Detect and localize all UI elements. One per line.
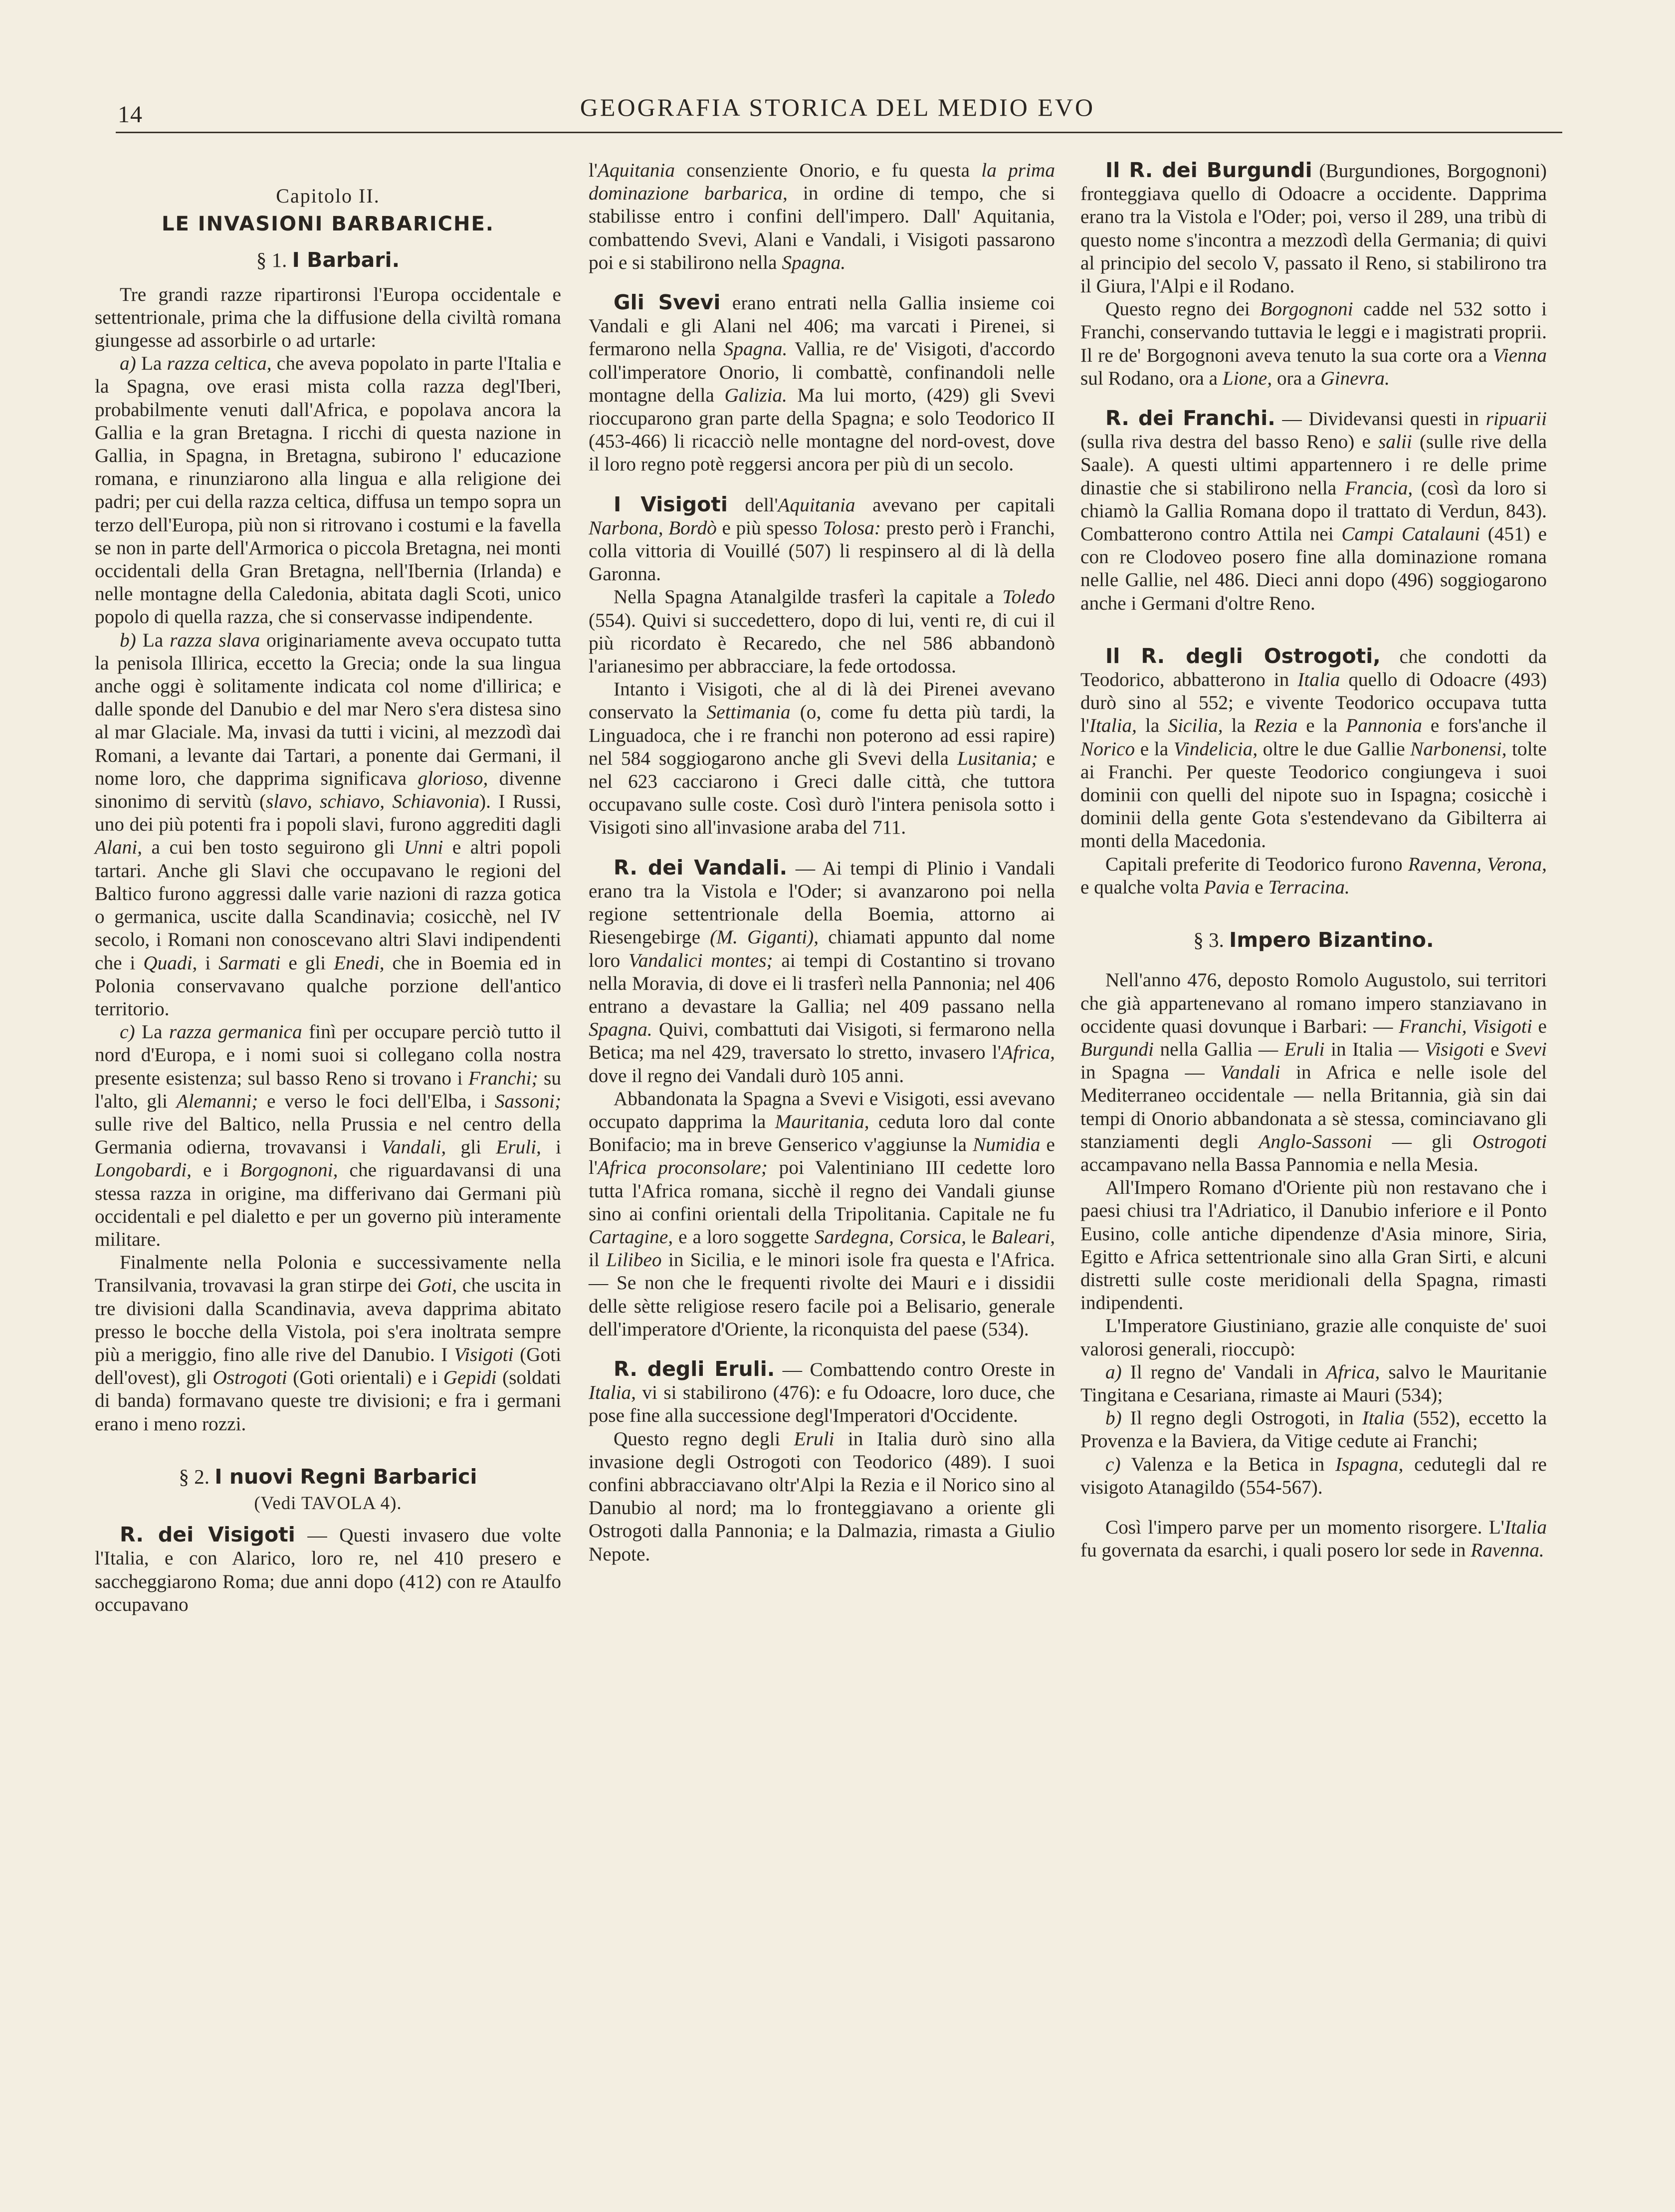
text: — Ai tempi di Plinio i Vandali erano tra la Vistola e l'Oder; si avanzarono poi nella regione settentrionale della Boemia, attorno ai Riesengebirge <box>589 857 1055 948</box>
text: su l'alto, gli <box>95 1067 561 1112</box>
section-title: Impero Bizantino. <box>1229 928 1434 952</box>
paragraph <box>95 1523 561 1616</box>
emphasis: Campi Catalauni <box>1341 523 1480 545</box>
emphasis: Italia, <box>1089 714 1137 737</box>
emphasis: Pavia <box>1204 876 1250 898</box>
list-label: a) <box>1105 1360 1122 1383</box>
emphasis: ripuarii <box>1485 408 1547 430</box>
section-heading-3 <box>1080 928 1547 951</box>
paragraph <box>95 629 561 1020</box>
text: e verso le foci dell'Elba, i <box>267 1090 486 1112</box>
emphasis: Borgognoni <box>1260 298 1353 320</box>
text: accampavano nella Bassa Pannomia e nella Mesia. <box>1080 1153 1478 1175</box>
emphasis: salii <box>1378 431 1412 453</box>
emphasis: Mauritania, <box>775 1110 869 1132</box>
subheading: Gli Svevi <box>614 290 721 315</box>
text: divenne sinonimo di servitù ( <box>95 767 562 813</box>
emphasis: glorioso, <box>418 767 488 789</box>
paragraph <box>589 1357 1055 1427</box>
text: erano entrati nella Gallia insieme coi Vandali e gli Alani nel 406; ma varcati i Pirenei, si fermarono nella <box>589 292 1055 360</box>
section-number: § 1. <box>256 248 287 272</box>
emphasis: Spagna. <box>782 251 846 273</box>
paragraph <box>589 677 1055 839</box>
column-middle <box>589 159 1055 1565</box>
emphasis: Spagna. <box>589 1018 652 1041</box>
paragraph <box>589 159 1055 274</box>
text: e <box>1490 1038 1499 1060</box>
text: Quivi, combattuti dai Visigoti, si fermarono nella Betica; ma nel 429, traversato lo stretto, invasero l' <box>589 1018 1055 1064</box>
emphasis: Spagna. <box>723 338 788 360</box>
text: (Goti dell'ovest), gli <box>95 1343 562 1389</box>
emphasis: Terracina. <box>1268 876 1350 898</box>
emphasis: Ravenna, Verona, <box>1408 853 1547 875</box>
text: e l' <box>589 1133 1055 1179</box>
section-number: § 3. <box>1193 928 1224 952</box>
text: in Italia durò sino alla invasione degli Ostrogoti con Teodorico (489). I suoi confini abbracciavano oltr'Alpi la Rezia e il Norico sino al Danubio al nord; ma lo fronteggiavano a oriente gli Ostrogoti dalla Pannonia; e la Dalmazia, rimasta a Giulio Nepote. <box>589 1427 1055 1565</box>
emphasis: Unni <box>404 836 443 859</box>
text: e nel 623 cacciarono i Greci dalle città, che tuttora occupavano sulle coste. Così durò l'intera penisola sotto i Visigoti sino all'invasione araba del 711. <box>589 747 1055 839</box>
text: e altri popoli tartari. Anche gli Slavi che occupavano le regioni del Baltico furono aggressi dalle varie nazioni di razza gotica o germanica, uscite dalla Scandinavia; cosicchè, nel IV secolo, i Romani non conoscevano altri Slavi indipendenti che i <box>95 836 562 974</box>
emphasis: Visigoti <box>1425 1038 1484 1060</box>
text: La <box>141 352 162 375</box>
text: a cui ben tosto seguirono gli <box>151 836 395 859</box>
emphasis: Rezia <box>1254 714 1298 737</box>
emphasis: Ispagna, <box>1335 1453 1404 1475</box>
text: Questo regno dei <box>1105 298 1250 320</box>
list-label: b) <box>1105 1407 1122 1429</box>
subheading: R. degli Eruli. <box>614 1356 775 1381</box>
emphasis: Franchi; <box>468 1067 538 1089</box>
section-heading-2 <box>95 1465 561 1488</box>
text: (sulla riva destra del basso Reno) e <box>1080 431 1371 453</box>
paragraph: L'Imperatore Giustiniano, grazie alle conquiste de' suoi valorosi generali, rioccupò: <box>1080 1315 1547 1360</box>
text: Capitali preferite di Teodorico furono <box>1105 853 1403 875</box>
text: e la <box>1140 737 1169 760</box>
emphasis: Vandalici montes; <box>628 949 773 971</box>
text: ora a <box>1277 367 1316 389</box>
subheading: Il R. dei Burgundi <box>1105 158 1312 182</box>
text: salvo le Mauritanie Tingitana e Cesariana, rimaste ai Mauri (534); <box>1080 1360 1547 1406</box>
emphasis: la prima dominazione barbarica, <box>589 159 1055 205</box>
text: ). I Russi, uno dei più potenti fra i popoli slavi, furono aggrediti dagli <box>95 790 561 836</box>
emphasis: Galizia. <box>724 384 787 406</box>
paragraph <box>1080 159 1547 297</box>
emphasis: Italia <box>1362 1407 1405 1429</box>
section-note: (Vedi TAVOLA 4). <box>254 1493 402 1514</box>
paragraph: All'Impero Romano d'Oriente più non restavano che i paesi chiusi tra l'Adriatico, il Danubio inferiore e il Ponto Eusino, colle antiche dipendenze d'Asia minore, Siria, Egitto e Africa settentrionale sino alla Gran Sirti, e alcuni distretti sulle coste meridionali della Spagna, rimasti indipendenti. <box>1080 1176 1547 1314</box>
text: Ma lui morto, (429) gli Svevi rioccuparono gran parte della Spagna; e solo Teodorico II (453-466) li ricacciò nelle montagne del nord-ovest, dove il loro regno potè reggersi ancora per più di un secolo. <box>589 384 1055 475</box>
emphasis: Africa, <box>1326 1360 1380 1383</box>
emphasis: razza slava <box>170 629 260 651</box>
emphasis: Aquitania <box>778 493 855 516</box>
text: Nell'anno 476, deposto Romolo Augustolo, sui territori che già appartenevano al romano impero stanziavano in occidente quasi dovunque i Barbari: — <box>1080 969 1547 1037</box>
text: (554). Quivi si succedettero, dopo di lui, venti re, di cui il più ricordato è Recaredo, che nel 586 abbandonò l'arianesimo per abbracciare, la fede ortodossa. <box>589 609 1055 677</box>
emphasis: Africa proconsolare; <box>598 1156 768 1179</box>
emphasis: Tolosa: <box>823 516 881 539</box>
text: — Dividevansi questi in <box>1282 408 1479 430</box>
text: ceduta loro dal conte Bonifacio; ma in breve Genserico v'aggiunse la <box>589 1110 1055 1156</box>
text: ai tempi di Costantino si trovano nella Moravia, di dove ei li trasferì nella Pannonia; nel 406 entrano a devastare la Gallia; nel 409 passano nella <box>589 949 1055 1017</box>
emphasis: slavo, schiavo, Schiavonia <box>266 790 480 813</box>
text: (Goti orientali) e i <box>293 1366 438 1389</box>
paragraph <box>1080 297 1547 390</box>
text: (sulle rive della Saale). A questi ultimi appartennero i re delle prime dinastie che si stabilirono nella <box>1080 431 1547 499</box>
emphasis: Francia, <box>1344 476 1413 499</box>
paragraph <box>95 1020 561 1251</box>
emphasis: Norico <box>1080 737 1135 760</box>
emphasis: Franchi, Visigoti <box>1399 1015 1532 1037</box>
emphasis: Settimania <box>706 701 791 723</box>
emphasis: Goti, <box>417 1274 457 1297</box>
text: tolte ai Franchi. Per queste Teodorico congiungeva i suoi dominii con quelli del nipote suo in Ispagna; cosicchè i dominii della gente Gota s'estendevano da Gibilterra ai monti della Macedonia. <box>1080 737 1547 852</box>
subheading: R. dei Vandali. <box>614 855 788 880</box>
text: nella Gallia — <box>1160 1038 1278 1060</box>
text: che riguardavansi di una stessa razza in origine, ma differivano dai Germani più occidentali e pel dialetto e per un governo più interamente militare. <box>95 1159 562 1250</box>
emphasis: razza celtica, <box>167 352 272 375</box>
text: (451) e con re Clodoveo posero fine alla dominazione romana nelle Gallie, nel 486. Dieci anni dopo (496) soggiogarono anche i Germani d'oltre Reno. <box>1080 523 1547 614</box>
text: che aveva popolato in parte l'Italia e la Spagna, ove erasi mista colla razza degl'Iberi, probabilmente venuti dall'Africa, e popolava ancora la Gallia e la gran Bretagna. I ricchi di questa nazione in Gallia, in Spagna, in Bretagna, subirono l' educazione romana, e rinunziarono alla lingua e alla religione dei padri; per cui della razza celtica, diffusa un tempo sopra un terzo dell'Europa, più non si ritrovano i costumi e la favella se non in parte dell'Armorica o piccola Bretagna, nei monti occidentali della Gran Bretagna, nell'Ibernia (Irlanda) e nelle montagne della Caledonia, abitata dagli Scoti, unico popolo di quella razza, che si conservasse indipendente. <box>95 352 561 628</box>
text: Nella Spagna Atanalgilde trasferì la capitale a <box>614 586 994 608</box>
list-label: a) <box>120 352 136 375</box>
text: la <box>1231 714 1246 737</box>
emphasis: Alemanni; <box>176 1090 258 1112</box>
text: Valenza e la Betica in <box>1131 1453 1325 1475</box>
text: i <box>205 951 211 974</box>
text: e più spesso <box>722 516 818 539</box>
emphasis: Italia <box>1297 668 1340 691</box>
subheading: I Visigoti <box>614 492 728 516</box>
emphasis: Narbonensi, <box>1410 737 1507 760</box>
text: chiamati appunto dal nome loro <box>589 926 1055 971</box>
paragraph <box>1080 1453 1547 1499</box>
emphasis: Eruli <box>1284 1038 1325 1060</box>
emphasis: Numidia <box>973 1133 1041 1156</box>
emphasis: Alani, <box>95 836 142 859</box>
text: avevano per capitali <box>872 493 1055 516</box>
text: e fors'anche il <box>1430 714 1547 737</box>
column-right <box>1080 159 1547 1561</box>
chapter-title: LE INVASIONI BARBARICHE. <box>161 213 494 236</box>
text: e la <box>1306 714 1338 737</box>
page-number: 14 <box>118 101 143 128</box>
text: Così l'impero parve per un momento risorgere. L' <box>1105 1516 1504 1538</box>
emphasis: Sicilia, <box>1168 714 1223 737</box>
emphasis: Lilibeo <box>606 1249 662 1271</box>
emphasis: Lione, <box>1222 367 1272 389</box>
text: finì per occupare perciò tutto il nord d'Europa, e i nomi suoi si collegano colla nostra presente esistenza; sul basso Reno si trovano i <box>95 1021 562 1089</box>
text: dell' <box>745 493 778 516</box>
text: Intanto i Visigoti, che al di là dei Pirenei avevano conservato la <box>589 678 1055 723</box>
emphasis: Lusitania; <box>957 747 1038 769</box>
text: La <box>142 1021 163 1043</box>
emphasis: Vandali <box>1220 1061 1280 1084</box>
text: Vallia, re de' Visigoti, d'accordo coll'imperatore Onorio, li combattè, confinandoli nelle montagne della <box>589 338 1055 406</box>
text: sulle rive del Baltico, nella Prussia e nel centro della Germania odierna, trovavansi i <box>95 1112 561 1158</box>
text: — Combattendo contro Oreste in <box>782 1358 1055 1380</box>
text: Il regno degli Ostrogoti, in <box>1130 1407 1354 1429</box>
text: le <box>972 1225 986 1248</box>
emphasis: Enedi, <box>334 951 385 974</box>
text: fu governata da esarchi, i quali posero lor sede in <box>1080 1539 1466 1561</box>
paragraph <box>589 1427 1055 1565</box>
emphasis: Baleari, <box>991 1225 1055 1248</box>
emphasis: Narbona, Bordò <box>589 516 717 539</box>
paragraph: Tre grandi razze ripartironsi l'Europa occidentale e settentrionale, prima che la diffusione della civiltà romana giungesse ad assorbirle o ad urtarle: <box>95 283 561 352</box>
emphasis: Burgundi <box>1080 1038 1154 1060</box>
chapter-heading: Capitolo II. <box>276 185 380 207</box>
emphasis: Eruli, <box>496 1136 541 1158</box>
text: — gli <box>1392 1130 1453 1152</box>
emphasis: Sarmati <box>218 951 281 974</box>
subheading: R. dei Visigoti <box>120 1523 295 1547</box>
header-rule <box>116 132 1562 133</box>
emphasis: Italia, <box>589 1381 636 1404</box>
text: e <box>1538 1015 1547 1037</box>
text: quello di Odoacre (493) durò sino al 552; e vivente Teodorico occupava tutta l' <box>1080 668 1547 737</box>
text: vi si stabilirono (476): e fu Odoacre, loro duce, che pose fine alla successione degl'Imperatori d'Occidente. <box>589 1381 1055 1427</box>
running-title: GEOGRAFIA STORICA DEL MEDIO EVO <box>580 93 1095 121</box>
list-label: b) <box>120 629 136 651</box>
paragraph <box>589 585 1055 677</box>
list-label: c) <box>120 1021 135 1043</box>
text: Finalmente nella Polonia e successivamente nella Transilvania, trovavasi la gran stirpe dei <box>95 1251 561 1297</box>
paragraph <box>589 856 1055 1087</box>
emphasis: Longobardi, <box>95 1159 192 1181</box>
column-left <box>95 159 561 1616</box>
subheading: R. dei Franchi. <box>1105 406 1275 431</box>
section-number: § 2. <box>179 1465 210 1488</box>
text: e i <box>203 1159 229 1181</box>
text: che uscita in tre divisioni dalla Scandinavia, aveva dapprima abitato presso le bocche della Vistola, poi s'era inoltrata sempre più a meriggio, fino alle rive del Danubio. I <box>95 1274 561 1365</box>
text: che condotti da Teodorico, abbatterono in <box>1080 645 1547 691</box>
paragraph <box>95 1251 561 1435</box>
text: (552), eccetto la Provenza e la Baviera, da Vitige cedute ai Franchi; <box>1080 1407 1547 1452</box>
emphasis: (M. Giganti), <box>710 926 819 948</box>
text: e gli <box>288 951 326 974</box>
text: Abbandonata la Spagna a Svevi e Visigoti, essi avevano occupato dapprima la <box>589 1087 1055 1132</box>
text: in Sicilia, e le minori isole fra questa e l'Africa. — Se non che le frequenti rivolte dei Mauri e i dissidii delle sètte religiose resero facile poi a Belisario, generale dell'imperatore d'Oriente, la riconquista del paese (534). <box>589 1249 1055 1340</box>
emphasis: Gepidi <box>443 1366 497 1389</box>
emphasis: Svevi <box>1505 1038 1547 1060</box>
section-title: I nuovi Regni Barbarici <box>214 1464 477 1489</box>
emphasis: Italia <box>1504 1516 1547 1538</box>
text: in Spagna — <box>1080 1061 1205 1084</box>
text: i <box>556 1136 562 1158</box>
text: l' <box>589 159 598 181</box>
paragraph <box>589 493 1055 586</box>
text: cedutegli dal re visigoto Atanagildo (554-567). <box>1080 1453 1547 1498</box>
text: originariamente aveva occupato tutta la penisola Illirica, eccetto la Grecia; onde la sua lingua anche oggi è solitamente indicata col nome d'illirica; e dalle sponde del Danubio e del mar Nero s'era distesa sino al mar Glaciale. Ma, invasi da tutti i vicini, al mezzodì dai Romani, a levante dai Tartari, a ponente dai Germani, il nome loro, che dapprima significava <box>95 629 562 789</box>
text: (così da loro si chiamò la Gallia Romana dopo il trattato di Verdun, 843). Combatterono contro Attila nei <box>1080 476 1547 545</box>
emphasis: Ostrogoti <box>1472 1130 1547 1152</box>
text: la <box>1145 714 1160 737</box>
emphasis: Anglo-Sassoni <box>1258 1130 1372 1152</box>
text: La <box>142 629 164 651</box>
emphasis: Vienna <box>1492 344 1547 366</box>
text: (o, come fu detta più tardi, la Linguadoca, che i re franchi non poterono ad essi rapire) nel 584 soggiogarono anche gli Svevi della <box>589 701 1055 769</box>
paragraph <box>1080 968 1547 1176</box>
list-label: c) <box>1105 1453 1121 1475</box>
emphasis: Ginevra. <box>1320 367 1390 389</box>
emphasis: Borgognoni, <box>240 1159 338 1181</box>
paragraph <box>589 1087 1055 1340</box>
emphasis: Quadi, <box>143 951 198 974</box>
emphasis: Sassoni; <box>494 1090 562 1112</box>
emphasis: Vindelicia, <box>1173 737 1258 760</box>
text: e qualche volta <box>1080 876 1199 898</box>
text: — Questi invasero due volte l'Italia, e con Alarico, loro re, nel 410 presero e saccheggiarono Roma; due anni dopo (412) con re Ataulfo occupavano <box>95 1524 562 1615</box>
emphasis: Toledo <box>1002 586 1055 608</box>
emphasis: Eruli <box>794 1427 835 1450</box>
section-heading-1 <box>95 248 561 271</box>
text: e a loro soggette <box>678 1225 809 1248</box>
paragraph <box>1080 407 1547 615</box>
text: consenziente Onorio, e fu questa <box>686 159 970 181</box>
text: in Italia — <box>1331 1038 1419 1060</box>
text: poi Valentiniano III cedette loro tutta l'Africa romana, sicchè il regno dei Vandali giunse sino ai confini orientali della Tripolitania. Capitale ne fu <box>589 1156 1055 1225</box>
emphasis: Aquitania <box>598 159 675 181</box>
paragraph <box>589 291 1055 476</box>
emphasis: Visigoti <box>454 1343 514 1365</box>
text: (Burgundiones, Borgognoni) fronteggiava quello di Odoacre a occidente. Dapprima erano tra la Vistola e l'Oder; poi, verso il 289, una tribù di questo nome s'incontra a mezzodì della Germania; di quivi al principio del secolo V, passato il Reno, si stabilirono tra il Giura, l'Alpi e il Rodano. <box>1080 160 1547 297</box>
text: cadde nel 532 sotto i Franchi, conservando tuttavia le leggi e i magistrati proprii. Il re de' Borgognoni aveva tenuto la sua corte ora a <box>1080 298 1547 366</box>
section-title: I Barbari. <box>292 248 400 272</box>
text: il <box>589 1249 600 1271</box>
text: (soldati di banda) formavano queste tre divisioni; e fra i germani erano i meno rozzi. <box>95 1366 561 1435</box>
paragraph <box>1080 1516 1547 1561</box>
emphasis: Vandali, <box>381 1136 446 1158</box>
text: Il regno de' Vandali in <box>1130 1360 1318 1383</box>
subheading: Il R. degli Ostrogoti, <box>1105 644 1381 668</box>
text: in Africa e nelle isole del Mediterraneo occidentale — nella Britannia, già sin dai tempi di Onorio abbandonata a sè stessa, cominciavano gli stanziamenti degli <box>1080 1061 1547 1152</box>
paragraph <box>1080 1406 1547 1452</box>
text: in ordine di tempo, che si stabilisse entro i confini dell'impero. Dall' Aquitania, combattendo Svevi, Alani e Vandali, i Visigoti passarono poi e si stabilirono nella <box>589 182 1055 273</box>
emphasis: Cartagine, <box>589 1225 673 1248</box>
emphasis: Africa, <box>1001 1041 1055 1064</box>
paragraph <box>1080 645 1547 853</box>
emphasis: Ravenna. <box>1470 1539 1544 1561</box>
emphasis: razza germanica <box>169 1021 302 1043</box>
emphasis: Pannonia <box>1346 714 1422 737</box>
paragraph <box>1080 1360 1547 1406</box>
text: sul Rodano, ora a <box>1080 367 1218 389</box>
text: che in Boemia ed in Polonia conservavano qualche porzione dell'antico territorio. <box>95 951 561 1020</box>
text: Questo regno degli <box>614 1427 781 1450</box>
text: gli <box>460 1136 481 1158</box>
emphasis: Ostrogoti <box>212 1366 287 1389</box>
emphasis: Sardegna, Corsica, <box>814 1225 967 1248</box>
text: oltre le due Gallie <box>1262 737 1405 760</box>
text: e <box>1255 876 1263 898</box>
text: presto però i Franchi, colla vittoria di Vouillé (507) li respinsero al di là della Garonna. <box>589 516 1055 585</box>
text: dove il regno dei Vandali durò 105 anni. <box>589 1064 904 1087</box>
paragraph <box>95 352 561 628</box>
paragraph <box>1080 853 1547 898</box>
